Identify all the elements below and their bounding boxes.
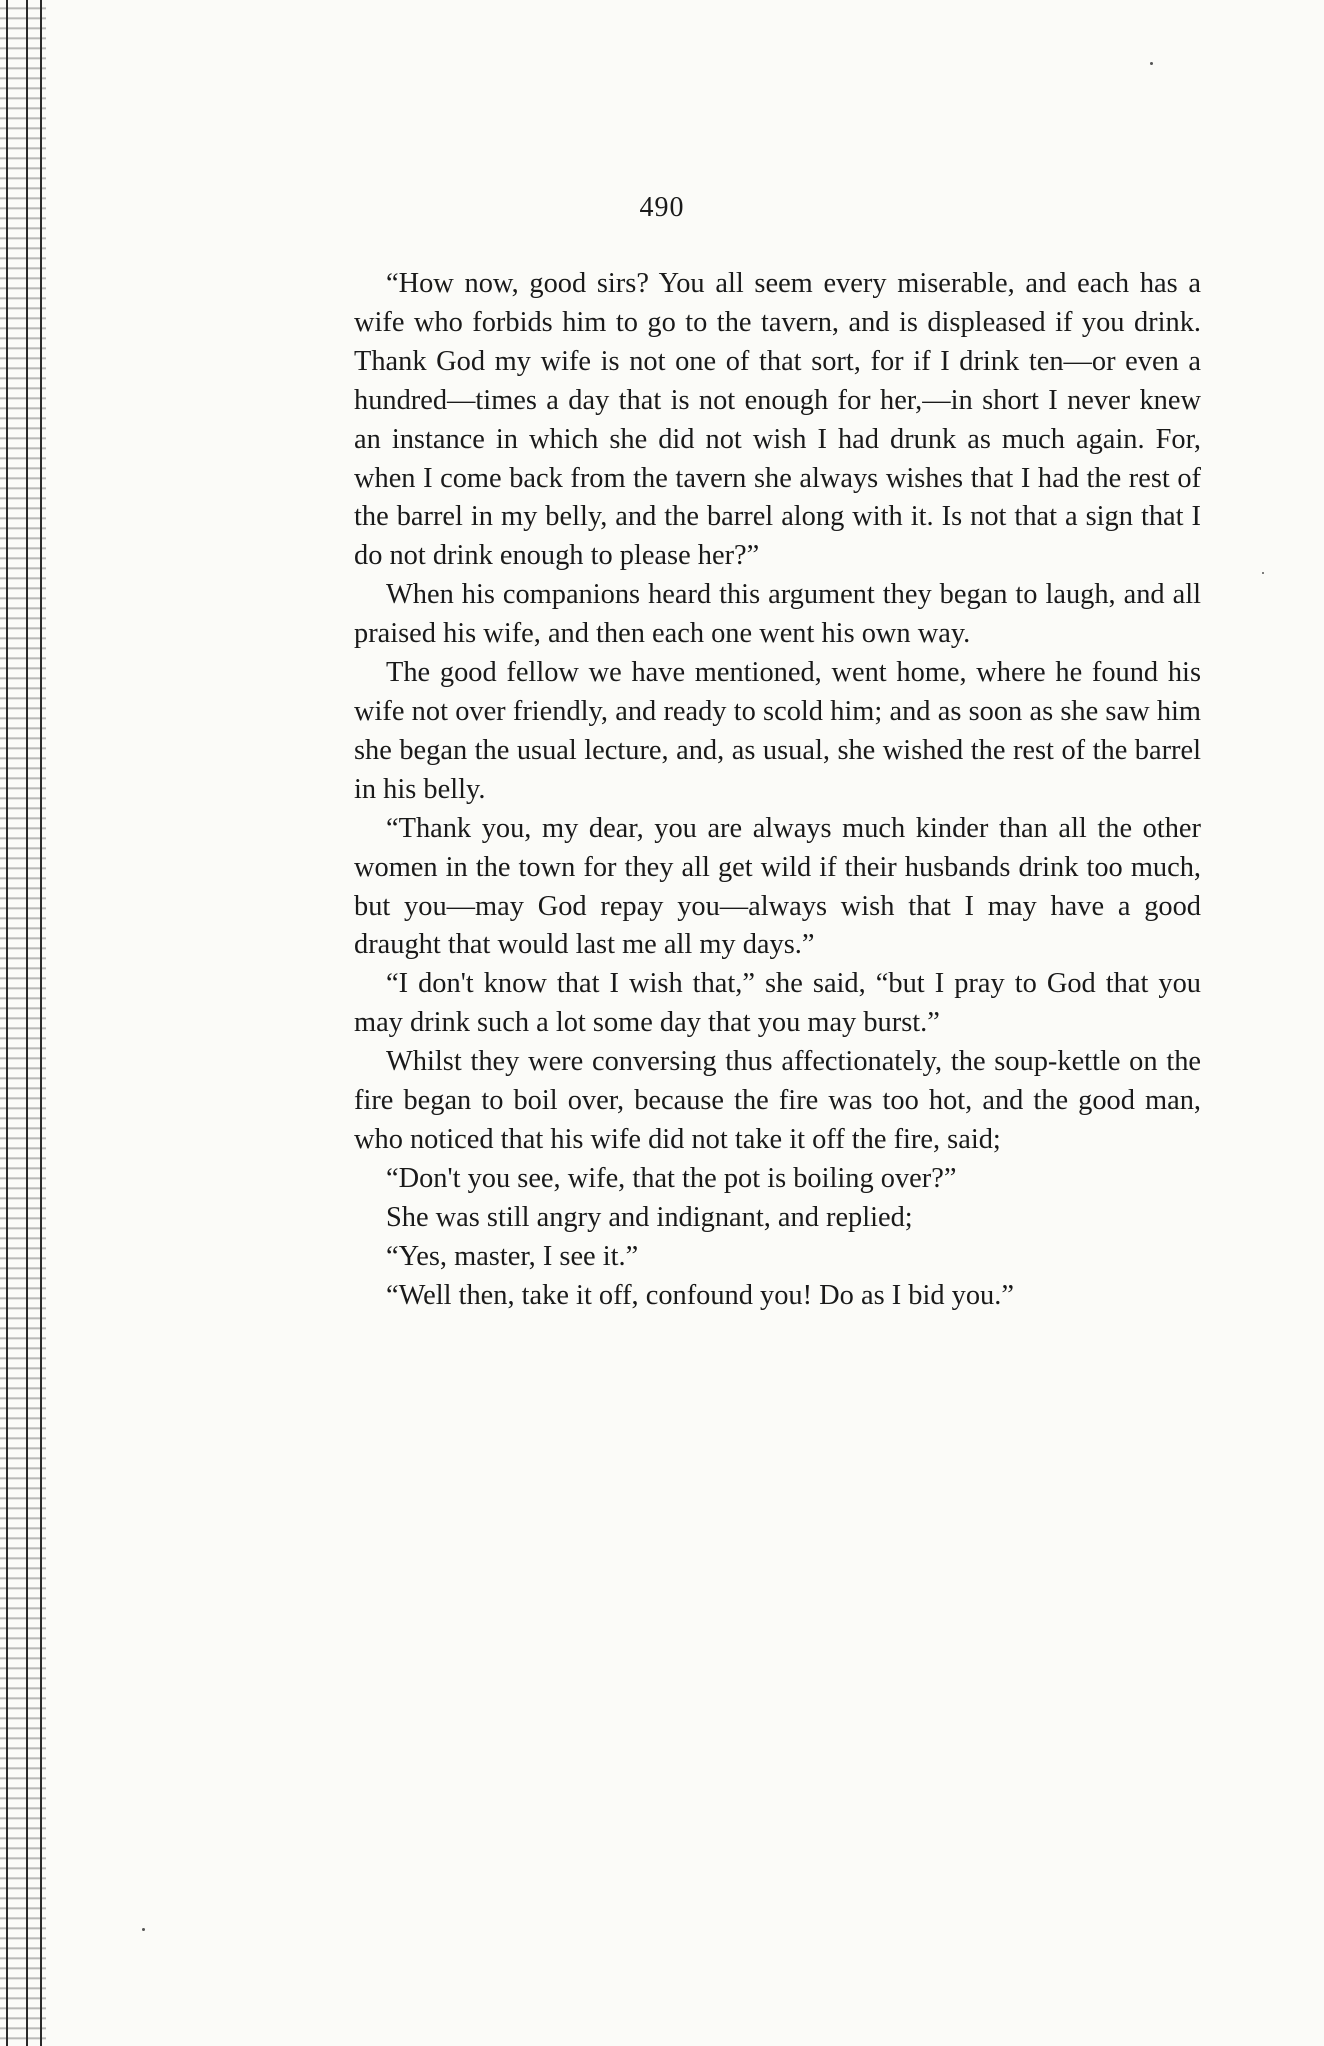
- binding-line-3: [40, 0, 42, 2046]
- paragraph: The good fellow we have mentioned, went home, where he found his wife not over friendly, and ready to scold him; and as soon as she saw him she began the usual lecture, and, as usual, she wished the rest of the barrel in his belly.: [354, 657, 1201, 805]
- page-number: 490: [639, 192, 685, 223]
- speck: [1150, 62, 1153, 65]
- paragraph: She was still angry and indignant, and replied;: [386, 1201, 913, 1233]
- paragraph: Whilst they were conversing thus affectionately, the soup-kettle on the fire began to boil over, because the fire was too hot, and the good man, who noticed that his wife did not take it off the fire, said;: [354, 1046, 1201, 1155]
- paragraph: When his companions heard this argument they began to laugh, and all praised his wife, and then each one went his own way.: [354, 579, 1201, 650]
- paragraph: “Yes, master, I see it.”: [386, 1240, 639, 1272]
- binding-line-2: [26, 0, 28, 2046]
- speck: [142, 1928, 145, 1931]
- paragraph: “Well then, take it off, confound you! Do as I bid you.”: [386, 1279, 1014, 1311]
- paragraph: “Don't you see, wife, that the pot is boiling over?”: [386, 1162, 957, 1194]
- binding-line-1: [6, 0, 8, 2046]
- paragraph: “How now, good sirs? You all seem every miserable, and each has a wife who forbids him to go to the tavern, and is displeased if you drink. Thank God my wife is not one of that sort, for if I drink ten—or even a hundred—times a day that is not enough for her,—in short I never knew an instance in which she did not wish I had drunk as much again. For, when I come back from the tavern she always wishes that I had the rest of the barrel in my belly, and the barrel along with it. Is not that a sign that I do not drink enough to please her?”: [354, 268, 1201, 572]
- page-body: [354, 265, 1201, 1315]
- speck: [1262, 572, 1264, 574]
- paragraph: “Thank you, my dear, you are always much kinder than all the other women in the town for they all get wild if their husbands drink too much, but you—may God repay you—always wish that I may have a good draught that would last me all my days.”: [354, 812, 1201, 961]
- paragraph: “I don't know that I wish that,” she said, “but I pray to God that you may drink such a lot some day that you may burst.”: [354, 968, 1201, 1039]
